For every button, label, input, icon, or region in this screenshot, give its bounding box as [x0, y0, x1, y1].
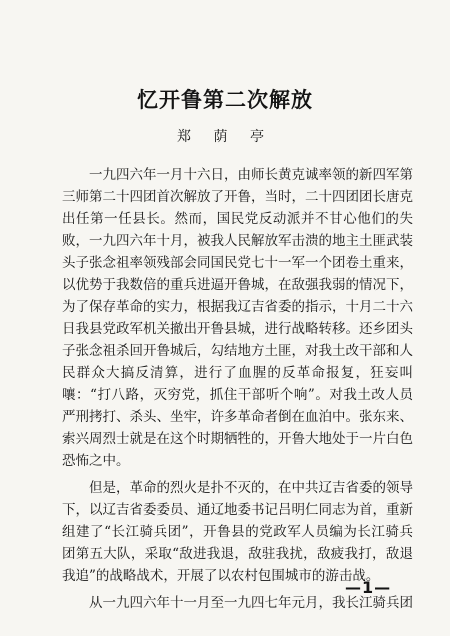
paragraph-3: 从一九四六年十一月至一九四七年元月，我长江骑兵团	[89, 595, 413, 611]
paragraph-2: 但是，革命的烈火是扑不灭的，在中共辽吉省委的领导下，以辽吉省委委员、通辽地委书记吕明仁同志为首，重新组建了“长江骑兵团”，开鲁县的党政军人员编为长江骑兵团第五大队，采取“敌进我退，敌驻我扰，敌疲我打，敌退我追”的战略战术，开展了以农村包围城市的游击战。	[62, 480, 413, 584]
article-title: 忆开鲁第二次解放	[137, 88, 313, 112]
paragraph-1: 一九四六年一月十六日，由师长黄克诚率领的新四军第三师第二十四团首次解放了开鲁，当时，二十四团团长唐克出任第一任县长。然而，国民党反动派并不甘心他们的失败，一九四六年十月，被我人民解放军击溃的地主土匪武装头子张念祖率领残部会同国民党七十一军一个团卷土重来，以优势于我数倍的重兵进逼开鲁城，在敌强我弱的情况下，为了保存革命的实力，根据我辽吉省委的指示，十月二十六日我县党政军机关撤出开鲁县城，进行战略转移。还乡团头子张念祖杀回开鲁城后，勾结地方土匪，对我土改干部和人民群众大搞反清算，进行了血腥的反革命报复，狂妄叫嚷：“打八路，灭穷党，抓住干部听个响”。对我土改人员严刑拷打、杀头、坐牢，许多革命者倒在血泊中。张东来、索兴周烈士就是在这个时期牺牲的，开鲁大地处于一片白色恐怖之中。	[62, 167, 413, 469]
page-number: —1—	[345, 578, 392, 597]
article-author: 郑 荫 亭	[177, 129, 273, 145]
article-body	[62, 164, 413, 614]
